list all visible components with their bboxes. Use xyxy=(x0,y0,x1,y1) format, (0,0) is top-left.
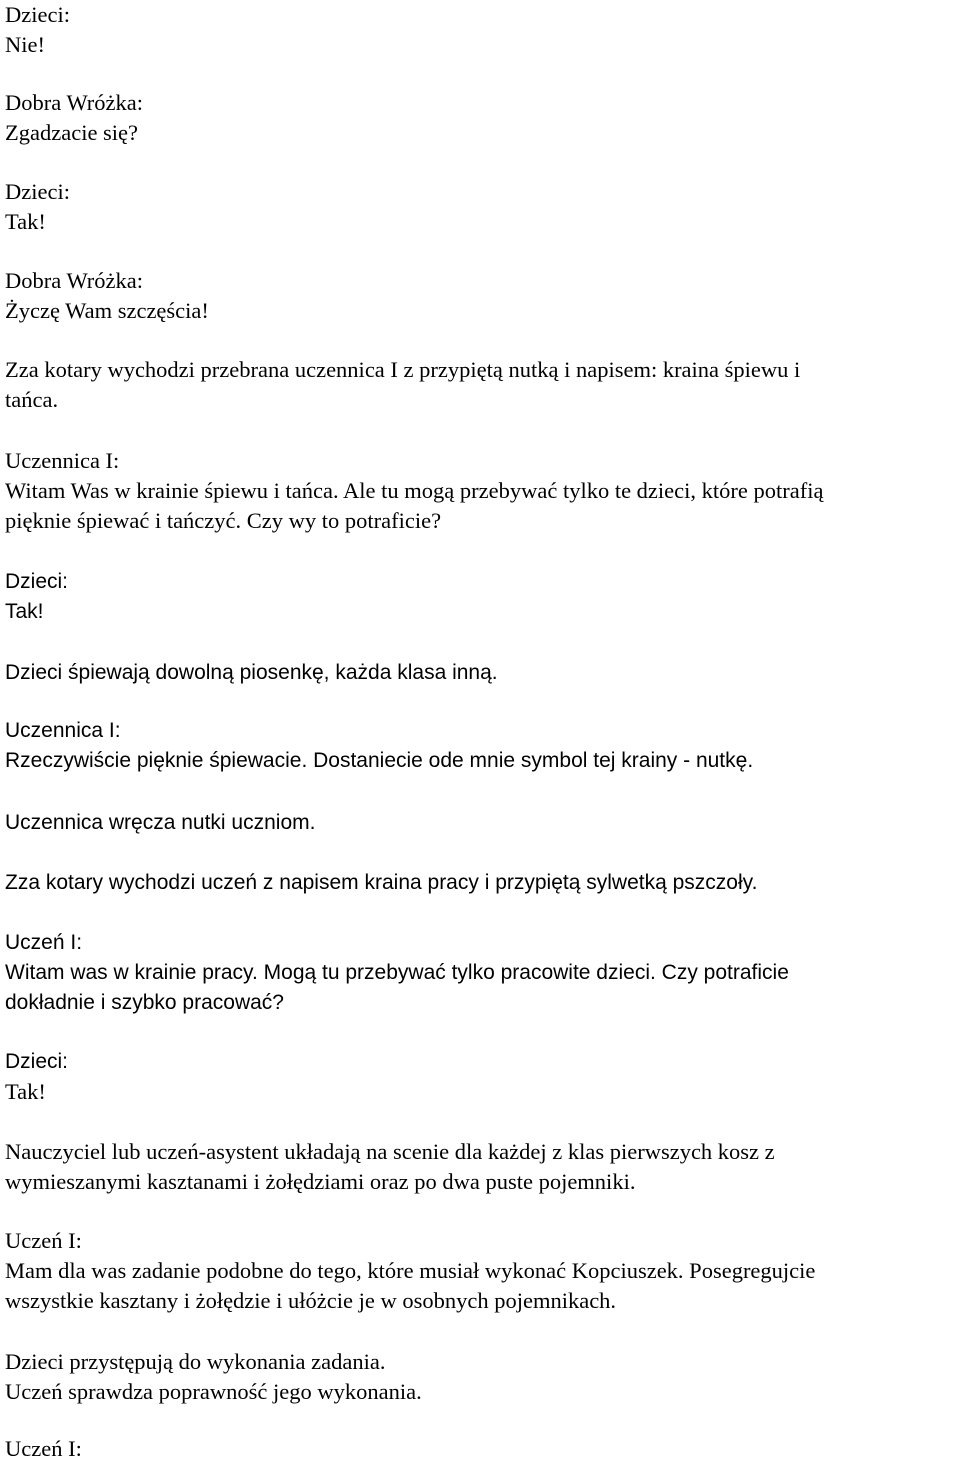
dialogue-line: Rzeczywiście pięknie śpiewacie. Dostaniecie ode mnie symbol tej krainy - nutkę. xyxy=(5,749,754,772)
stage-direction: Dzieci śpiewają dowolną piosenkę, każda klasa inną. xyxy=(5,661,498,684)
stage-direction: tańca. xyxy=(5,387,59,412)
dialogue-line: Nie! xyxy=(5,32,45,57)
dialogue-line: pięknie śpiewać i tańczyć. Czy wy to potraficie? xyxy=(5,508,442,533)
speaker-label: Dobra Wróżka: xyxy=(5,90,143,115)
speaker-label: Uczeń I: xyxy=(5,931,83,954)
speaker-label: Dzieci: xyxy=(5,1050,69,1073)
speaker-label: Dobra Wróżka: xyxy=(5,268,143,293)
speaker-label: Uczeń I: xyxy=(5,1436,82,1461)
speaker-label: Uczennica I: xyxy=(5,448,120,473)
dialogue-line: dokładnie i szybko pracować? xyxy=(5,991,284,1014)
dialogue-line: Tak! xyxy=(5,600,44,623)
stage-direction: Zza kotary wychodzi przebrana uczennica I z przypiętą nutką i napisem: kraina śpiewu i xyxy=(5,357,801,382)
stage-direction: Uczennica wręcza nutki uczniom. xyxy=(5,811,316,834)
dialogue-line: Mam dla was zadanie podobne do tego, które musiał wykonać Kopciuszek. Posegregujcie xyxy=(5,1258,816,1283)
stage-direction: Dzieci przystępują do wykonania zadania. xyxy=(5,1349,386,1374)
stage-direction: wymieszanymi kasztanami i żołędziami oraz po dwa puste pojemniki. xyxy=(5,1169,636,1194)
speaker-label: Uczennica I: xyxy=(5,719,121,742)
speaker-label: Dzieci: xyxy=(5,179,70,204)
dialogue-line: Tak! xyxy=(5,1079,46,1104)
dialogue-line: Witam Was w krainie śpiewu i tańca. Ale tu mogą przebywać tylko te dzieci, które potrafią xyxy=(5,478,824,503)
speaker-label: Dzieci: xyxy=(5,2,70,27)
dialogue-line: wszystkie kasztany i żołędzie i ułóżcie je w osobnych pojemnikach. xyxy=(5,1288,617,1313)
stage-direction: Zza kotary wychodzi uczeń z napisem kraina pracy i przypiętą sylwetką pszczoły. xyxy=(5,871,758,894)
speaker-label: Uczeń I: xyxy=(5,1228,82,1253)
speaker-label: Dzieci: xyxy=(5,570,69,593)
dialogue-line: Zgadzacie się? xyxy=(5,120,139,145)
dialogue-line: Życzę Wam szczęścia! xyxy=(5,298,209,323)
stage-direction: Uczeń sprawdza poprawność jego wykonania. xyxy=(5,1379,422,1404)
stage-direction: Nauczyciel lub uczeń-asystent układają na scenie dla każdej z klas pierwszych kosz z xyxy=(5,1139,775,1164)
dialogue-line: Witam was w krainie pracy. Mogą tu przebywać tylko pracowite dzieci. Czy potraficie xyxy=(5,961,789,984)
dialogue-line: Tak! xyxy=(5,209,46,234)
